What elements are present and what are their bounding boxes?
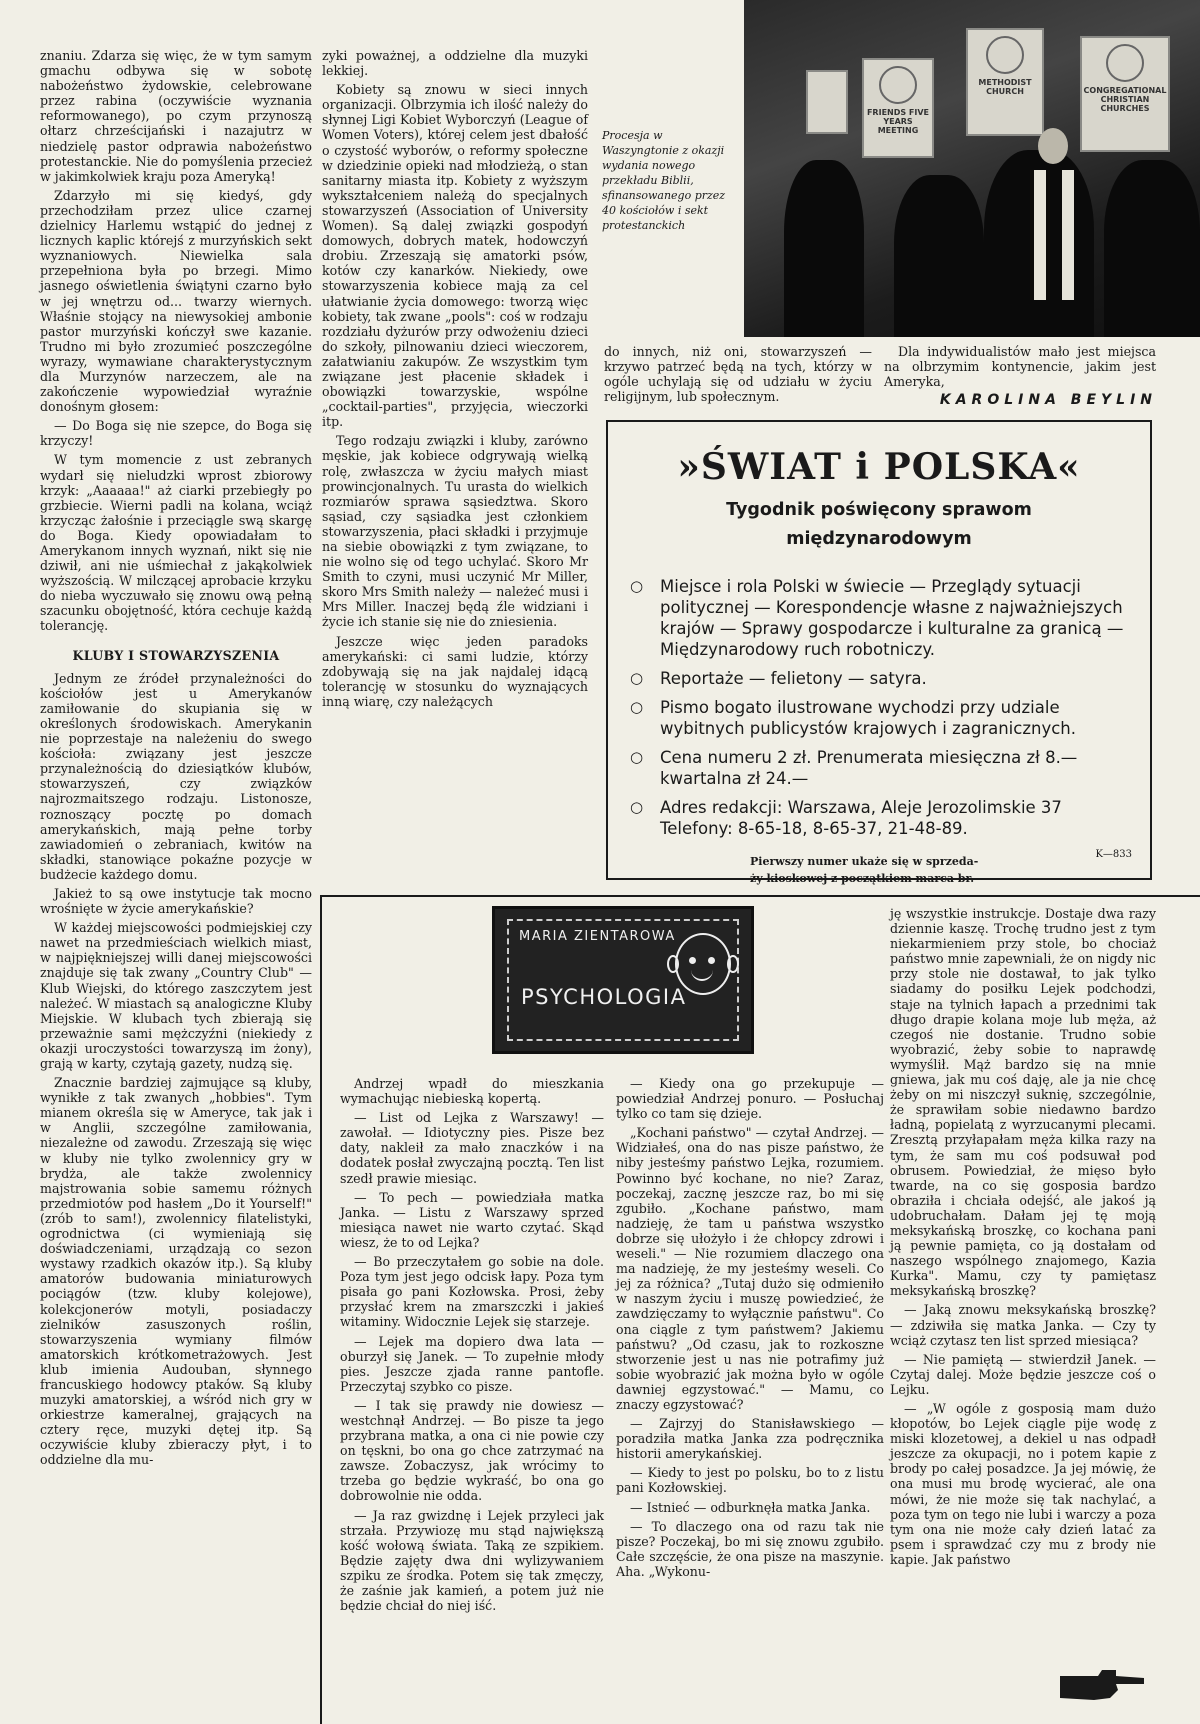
photo-caption: Procesja w Waszyngtonie z okazji wydania nowego przekładu Biblii, sfinansowanego przez 40 kościołów i sekt protestanckich bbox=[602, 129, 726, 232]
story-column-1 bbox=[340, 1076, 604, 1617]
paragraph: — Jaką znowu meksykańską broszkę? — zdziwiła się matka Janka. — Czy ty wciąż czytasz ten list sprzed miesiąca? bbox=[890, 1302, 1156, 1348]
article-column-3 bbox=[604, 344, 872, 408]
paragraph: Andrzej wpadł do mieszkania wymachując niebieską kopertą. bbox=[340, 1076, 604, 1107]
paragraph: — Zajrzyj do Stanisławskiego — poradziła matka Janka zza podręcznika historii amerykańskiej. bbox=[616, 1416, 884, 1462]
ad-list-item: ○ Cena numeru 2 zł. Prenumerata miesięczna zł 8.— kwartalna zł 24.— bbox=[630, 747, 1128, 789]
paragraph: Jednym ze źródeł przynależności do kościołów jest u Amerykanów zamiłowanie do skupiania się w określonych środowiskach. Amerykanin nie poprzestaje na należeniu do swego kościoła: związany jest jeszcze przynależnością do dziesiątków klubów, stowarzyszeń, czy związków najrozmaitszego rodzaju. Listonosze, roznoszący pocztę po domach amerykańskich, mają pełne torby zawiadomień o zebraniach, kwitów na składki, stanowiące pokaźne pozycje w budżecie każdego domu. bbox=[40, 670, 312, 882]
paragraph: do innych, niż oni, stowarzyszeń — krzywo patrzeć będą na tych, którzy w ogóle uchylają się od udziału w życiu religijnym, lub społecznym. bbox=[604, 344, 872, 405]
cartoon-face-icon bbox=[675, 933, 731, 995]
paragraph: Jeszcze więc jeden paradoks amerykański: ci sami ludzie, którzy zdobywają się na jak najdalej idącą tolerancję w stosunku do wyznających inną wiarę, czy należących bbox=[322, 633, 588, 709]
paragraph: Tego rodzaju związki i kluby, zarówno męskie, jak kobiece odgrywają wielką rolę, zwłaszcza w życiu małych miast prowincjonalnych. Tu urasta do wielkich rozmiarów sprawa sąsiedztwa. Skoro sąsiad, czy sąsiadka jest członkiem stowarzyszenia, płaci składki i przyjmuje na siebie obowiązki z tym związane, to nie wolno się od tego uchylać. Skoro Mr Smith to czyni, musi uczynić Mr Miller, skoro Mrs Smith należy — należeć musi i Mrs Miller. Inaczej będą źle widziani i życie ich stanie się nie do zniesienia. bbox=[322, 433, 588, 630]
banner-friends: FRIENDS FIVE YEARS MEETING bbox=[862, 58, 934, 158]
paragraph: W tym momencie z ust zebranych wydarł się nieludzki wprost zbiorowy krzyk: „Aaaaaa!" aż ciarki przebiegły po grzbiecie. Wierni padli na kolana, wciąż krzycząc żałośnie i przeciągle swą skargę do Boga. Kiedy opowiadałam to Amerykanom innych wyznań, nikt się nie dziwił, ani nie uśmiechał z jakąkolwiek wyższością. W milczącej aprobacie krzyku do nieba wyczuwało się znowu ową pełną szacunku obojętność, która cechuje każdą tolerancję. bbox=[40, 452, 312, 634]
section-heading: KLUBY I STOWARZYSZENIA bbox=[72, 647, 280, 663]
banner-small bbox=[806, 70, 848, 134]
procession-photo bbox=[744, 0, 1200, 337]
ad-title: »ŚWIAT i POLSKA« bbox=[677, 446, 1081, 488]
paragraph: — Do Boga się nie szepce, do Boga się krzyczy! bbox=[40, 418, 312, 449]
paragraph: — Bo przeczytałem go sobie na dole. Poza tym jest jego odcisk łapy. Poza tym pisała go pani Kozłowska. Prosi, żeby przysłać krem na zmarszczki i jakieś witaminy. Widocznie Lejek się starzeje. bbox=[340, 1254, 604, 1330]
paragraph: — To pech — powiedziała matka Janka. — Listu z Warszawy sprzed miesiąca nawet nie warto czytać. Skąd wiesz, że to od Lejka? bbox=[340, 1189, 604, 1250]
article-column-2 bbox=[322, 48, 588, 713]
banner-methodist: METHODIST CHURCH bbox=[966, 28, 1044, 136]
paragraph: — Ja raz gwizdnę i Lejek przyleci jak strzała. Przywiozę mu stąd największą kość wołową świata. Taką ze szpikiem. Będzie zajęty dwa dni wylizywaniem szpiku ze środka. Potem się tak zmęczy, że zaśnie jak kamień, a potem już nie będzie chciał do niej iść. bbox=[340, 1507, 604, 1614]
ear-icon bbox=[667, 955, 679, 973]
ear-icon bbox=[727, 955, 739, 973]
column-title: PSYCHOLOGIA bbox=[521, 985, 687, 1009]
paragraph: — Nie pamiętą — stwierdził Janek. — Czytaj dalej. Może będzie jeszcze coś o Lejku. bbox=[890, 1351, 1156, 1397]
paragraph: Dla indywidualistów mało jest miejsca na olbrzymim kontynencie, jakim jest Ameryka, bbox=[884, 344, 1156, 390]
paragraph: — „W ogóle z gosposią mam dużo kłopotów, bo Lejek ciągle pije wodę z miski klozetowej, a dekiel u nas odpadł jeszcze za okupacji, no i potem kapie z brody po całej posadzce. Ja jej mówię, że ona musi mu brodę wycierać, ale ona mówi, że nie może się tak nachylać, a poza tym on tego nie lubi i warczy a poza tym ona nie może cały dzień latać za psem i sprawdzać czy mu z brody nie kapie. Jak państwo bbox=[890, 1401, 1156, 1567]
paragraph: — Kiedy ona go przekupuje — powiedział Andrzej ponuro. — Posłuchaj tylko co tam się dzieje. bbox=[616, 1076, 884, 1122]
stole bbox=[1062, 170, 1074, 300]
paragraph: — I tak się prawdy nie dowiesz — westchnął Andrzej. — Bo pisze ta jego przybrana matka, a ona ci nie powie czy on tęskni, bo ona go chce zatrzymać na zawsze. Zobaczysz, jak wrócimy to trzeba go będzie wykraść, bo ona go dobrowolnie nie odda. bbox=[340, 1397, 604, 1504]
paragraph: — List od Lejka z Warszawy! — zawołał. — Idiotyczny pies. Pisze bez daty, nakleił za mało znaczków i na dodatek posłał zwyczajną pocztą. Ten list szedł prawie miesiąc. bbox=[340, 1110, 604, 1186]
article-column-1 bbox=[40, 48, 312, 1472]
face bbox=[1038, 128, 1068, 164]
paragraph: zyki poważnej, a oddzielne dla muzyki lekkiej. bbox=[322, 48, 588, 79]
paragraph: — Kiedy to jest po polsku, bo to z listu pani Kozłowskiej. bbox=[616, 1465, 884, 1496]
paragraph: Jakież to są owe instytucje tak mocno wrośnięte w życie amerykańskie? bbox=[40, 885, 312, 917]
psychology-header-box bbox=[492, 906, 754, 1054]
ad-list-item: ○ Miejsce i rola Polski w świecie — Przeglądy sytuacji politycznej — Korespondencje własne z najważniejszych krajów — Sprawy gospodarcze i kulturalne za granicą — Międzynarodowy ruch robotniczy. bbox=[630, 576, 1128, 660]
horizontal-divider bbox=[322, 895, 1200, 897]
story-column-3 bbox=[890, 906, 1156, 1571]
author-signature: KAROLINA BEYLIN bbox=[939, 392, 1157, 408]
ad-subtitle: Tygodnik poświęcony sprawom międzynarodowym bbox=[726, 500, 1032, 549]
column-author: MARIA ZIENTAROWA bbox=[519, 929, 676, 944]
paragraph: znaniu. Zdarza się więc, że w tym samym gmachu odbywa się w sobotę nabożeństwo żydowskie, celebrowane przez rabina (oczywiście wyznania reformowanego), po czym przynoszą ołtarz chrześcijański i nazajutrz w niedzielę pastor odprawia nabożeństwo protestanckie. Nie do pomyślenia przecież w jakimkolwiek kraju poza Ameryką! bbox=[40, 48, 312, 184]
ad-list-item: ○ Pismo bogato ilustrowane wychodzi przy udziale wybitnych publicystów krajowych i zagranicznych. bbox=[630, 697, 1128, 739]
advertisement-box bbox=[606, 420, 1152, 885]
paragraph: Znacznie bardziej zajmujące są kluby, wynikłe z tak zwanych „hobbies". Tym mianem określa się w Ameryce, tak jak i w Anglii, szczególne zamiłowania, niezależne od zawodu. Zrzeszają się więc w kluby nie tylko zwolennicy gry w brydża, ale także zwolennicy majstrowania sobie samemu różnych przedmiotów pod hasłem „Do it Yourself!" (zrób to sam!), zwolennicy filatelistyki, ogrodnictwa (ci wymieniają się doświadczeniami, urządzają co sezon wystawy rzadkich okazów itp.). Są kluby amatorów budowania miniaturowych pociągów (tzw. kluby kolejowe), kolekcjonerów motyli, posiadaczy zielników zasuszonych roślin, stowarzyszenia wymiany filmów amatorskich krótkometrażowych. Jest klub imienia Audouban, słynnego francuskiego hodowcy ptaków. Są kluby muzyki amatorskiej, a wśród nich gry w orkiestrze kameralnej, grających na cztery ręce, muzyki dętej itp. Są oczywiście kluby zbieraczy płyt, i to oddzielne dla mu- bbox=[40, 1075, 312, 1468]
paragraph: Zdarzyło mi się kiedyś, gdy przechodziłam przez ulice czarnej dzielnicy Harlemu wstąpić do jednej z licznych kaplic którejś z murzyńskich sekt wyznaniowych. Niewielka sala przepełniona była po brzegi. Mimo jasnego oświetlenia świątyni czarno było w jej wnętrzu od... twarzy wiernych. Właśnie stojący na niewysokiej ambonie pastor murzyński kończył swe kazanie. Trudno mi było zrozumieć poszczególne wyrazy, wymawiane charakterystycznym dla Murzynów narzeczem, ale na zakończenie wypowiedział wyraźnie donośnym głosem: bbox=[40, 187, 312, 415]
paragraph: — Istnieć — odburknęła matka Janka. bbox=[630, 1499, 871, 1515]
pointing-hand-icon bbox=[1058, 1668, 1146, 1702]
vertical-divider bbox=[320, 895, 322, 1724]
ad-list-item: ○ Reportaże — felietony — satyra. bbox=[630, 668, 1128, 689]
figure bbox=[784, 160, 864, 337]
ad-footnote: Pierwszy numer ukaże się w sprzeda- ży kioskowej z początkiem marca br. bbox=[750, 855, 979, 885]
paragraph: — Lejek ma dopiero dwa lata — oburzył się Janek. — To zupełnie młody pies. Jeszcze zjada ranne pantofle. Przeczytaj szybko co pisze. bbox=[340, 1333, 604, 1394]
article-column-4 bbox=[884, 344, 1156, 393]
figure bbox=[1104, 160, 1200, 337]
stole bbox=[1034, 170, 1046, 300]
paragraph: „Kochani państwo" — czytał Andrzej. — Widziałeś, ona do nas pisze państwo, że niby jesteśmy państwo Lejka, rozumiem. Powinno być kochane, no nie? Zaraz, poczekaj, zacznę jeszcze raz, bo mi się zgubiło. „Kochane państwo, mam nadzieję, że tam u państwa wszystko dobrze się ułożyło i że chłopcy zdrowi i weseli." — Nie rozumiem dlaczego ona ma nadzieję, że my jesteśmy weseli. Co jej za różnica? „Tutaj dużo się odmieniło w naszym życiu i muszę powiedzieć, że zawdzięczamy to wyłącznie państwu". Co ona ciągle z tym państwem? Jakiemu państwu? „Od czasu, jak to rozkoszne stworzenie jest u nas nie potrafimy już sobie wyobrazić jak można było w ogóle dawniej egzystować." — Mamu, co znaczy egzystować? bbox=[616, 1125, 884, 1412]
story-column-2 bbox=[616, 1076, 884, 1583]
figure bbox=[894, 175, 984, 337]
paragraph: W każdej miejscowości podmiejskiej czy nawet na przedmieściach wielkich miast, w najpiękniejszej willi danej miejscowości znajduje się tak zwany „Country Club" — Klub Wiejski, do którego zaszczytem jest należeć. W miastach są analogiczne Kluby Miejskie. W klubach tych zbierają się przeważnie sami mężczyźni (niekiedy z okazji uroczystości towarzyszą im żony), grają w karty, czytają gazety, nudzą się. bbox=[40, 920, 312, 1071]
banner-congregational: CONGREGATIONAL CHRISTIAN CHURCHES bbox=[1080, 36, 1170, 152]
paragraph: Kobiety są znowu w sieci innych organizacji. Olbrzymia ich ilość należy do słynnej Ligi Kobiet Wyborczyń (League of Women Voters), której celem jest dbałość o czystość wyborów, o reformy społeczne w dziedzinie opieki nad młodzieżą, o stan sanitarny miasta itp. Kobiety z wyższym wykształceniem należą do specjalnych stowarzyszeń (Association of University Women). Są dalej związki gospodyń domowych, dobrych matek, hodowczyń drobiu. Zrzeszają się amatorki psów, kotów czy kanarków. Niekiedy, owe stowarzyszenia kobiece mają za cel ułatwianie życia domowego: tworzą więc kobiety, tak zwane „pools": coś w rodzaju rozdziału dyżurów przy odwożeniu dzieci do szkoły, pilnowaniu dzieci wieczorem, załatwianiu zakupów. Ze wszystkim tym związane jest płacenie składek i obowiązki towarzyskie, wspólne „cocktail-parties", przyjęcia, wieczorki itp. bbox=[322, 82, 588, 430]
paragraph: — To dlaczego ona od razu tak nie pisze? Poczekaj, bo mi się znowu zgubiło. Całe szczęście, że ona pisze na maszynie. Aha. „Wykonu- bbox=[616, 1518, 884, 1579]
ad-list bbox=[630, 576, 1128, 839]
paragraph: ję wszystkie instrukcje. Dostaje dwa razy dziennie kaszę. Trochę trudno jest z tym niekarmieniem przy stole, bo chociaż państwo mnie zapewniali, że on nigdy nic przy stole nie dostawał, to jak tylko siadamy do posiłku Lejek podchodzi, staje na tylnich łapach a przednimi tak długo drapie kolana moje lub męża, aż czegoś nie dostanie. Trudno sobie wyobrazić, żeby sobie to naprawdę wymyślił. Mąż bardzo się na mnie gniewa, jak mu coś daję, ale ja nie chcę żeby on mi niszczył suknię, szczególnie, że sprawiłam sobie niedawno bardzo ładną, popielatą z wyrzucanymi plecami. Zresztą przyłapałam męża kilka razy na tym, że sam mu coś podsuwał pod obrusem. Powiedział, że mięso było twarde, na co się gosposia bardzo obraziła i chciała odejść, ale jakoś ją udobruchałam. Dałam jej tę moją meksykańską broszkę, co kochana pani ją pewnie pamięta, co ją dostałam od naszego wspólnego znajomego, Kazia Kurka". Mamu, czy ty pamiętasz meksykańską broszkę? bbox=[890, 906, 1156, 1299]
ad-code: K—833 bbox=[1095, 849, 1132, 860]
ad-list-item: ○ Adres redakcji: Warszawa, Aleje Jerozolimskie 37 Telefony: 8-65-18, 8-65-37, 21-48-89. bbox=[630, 797, 1128, 839]
